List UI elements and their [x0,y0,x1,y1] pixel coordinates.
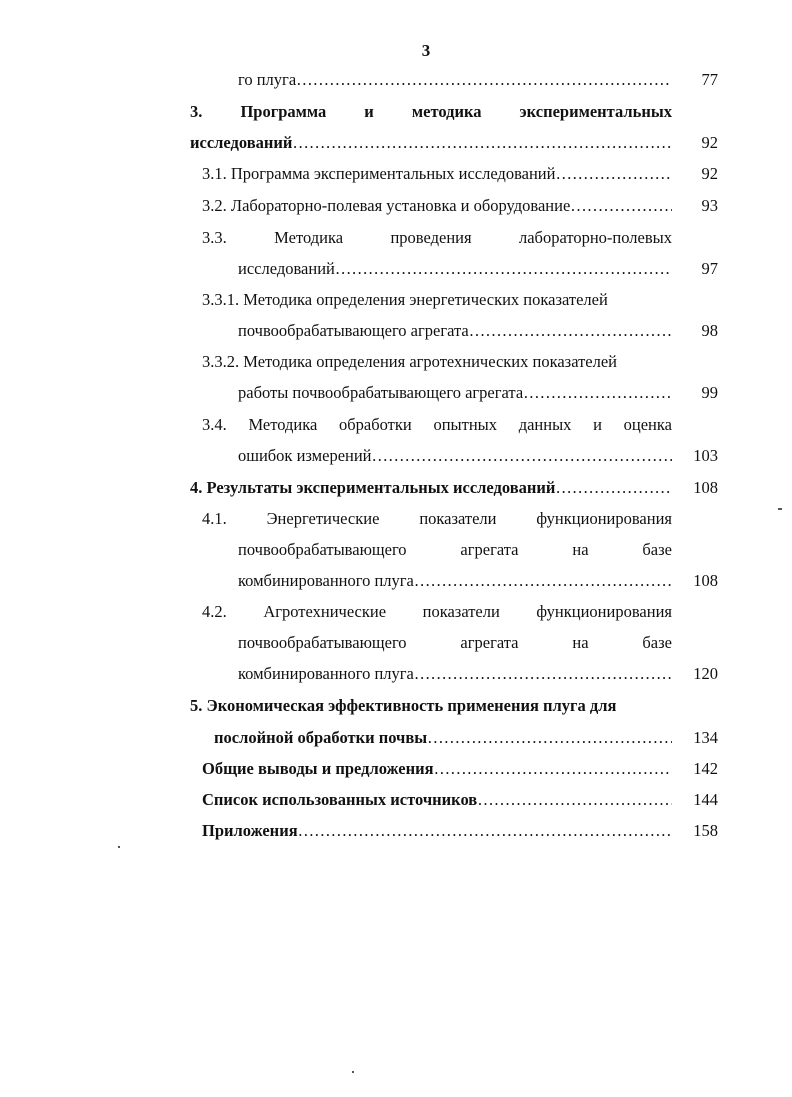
toc-word: 4.1. [202,509,227,528]
toc-word: оценка [623,415,672,434]
toc-word: почвообрабатывающего [238,540,407,559]
toc-entry-text: Приложения [202,821,298,840]
dot-leader [469,318,672,344]
toc-entry-3-3-continuation [238,256,672,282]
toc-entry-3-1 [202,161,672,187]
toc-entry-4-1-line-2 [238,537,672,563]
toc-word: лабораторно-полевых [519,228,672,247]
toc-page-number: 134 [693,728,718,747]
scan-speck [118,846,120,848]
toc-appendices [202,818,672,844]
toc-page-number: 120 [693,664,718,683]
toc-entry-3-4 [202,412,672,438]
toc-entry-text: 4. Результаты экспериментальных исследований [190,478,556,497]
toc-entry-4-2-line-3 [238,661,672,687]
toc-entry-text: комбинированного плуга [238,571,414,590]
dot-leader [555,475,672,501]
toc-entry-text: 3.1. Программа экспериментальных исследований [202,164,556,183]
toc-word: показатели [422,602,500,621]
toc-word: почвообрабатывающего [238,633,407,652]
toc-word: агрегата [460,633,519,652]
toc-word: агрегата [460,540,519,559]
toc-page-number: 99 [701,383,718,402]
dot-leader [298,818,672,844]
toc-entry-text: 3.2. Лабораторно-полевая установка и оборудование [202,196,571,215]
toc-conclusions [202,756,672,782]
dot-leader [414,661,672,687]
scan-speck [352,1071,354,1073]
toc-page-number: 93 [701,196,718,215]
toc-page-number: 158 [693,821,718,840]
toc-word: Методика [248,415,318,434]
toc-word: Энергетические [266,509,380,528]
toc-word: функционирования [536,509,672,528]
toc-word: функционирования [536,602,672,621]
dot-leader [555,161,672,187]
dot-leader [335,256,672,282]
toc-entry-text: ошибок измерений [238,446,372,465]
toc-page-number: 92 [701,133,718,152]
toc-entry-text: исследований [190,133,293,152]
toc-entry-4-2 [202,599,672,625]
toc-word: методика [411,102,482,121]
toc-entry-text: Общие выводы и предложения [202,759,434,778]
toc-entry-2-5-continuation [238,67,672,93]
toc-page-number: 103 [693,446,718,465]
toc-entry-4-1 [202,506,672,532]
toc-word: Агротехнические [263,602,387,621]
scan-speck [778,508,782,510]
toc-word: Программа [240,102,327,121]
toc-page-number: 108 [693,478,718,497]
dot-leader [570,193,672,219]
toc-word: и [593,415,602,434]
toc-word: 3.4. [202,415,227,434]
toc-entry-4-1-line-3 [238,568,672,594]
toc-chapter-3-heading-continuation [190,130,672,156]
toc-page-number: 142 [693,759,718,778]
dot-leader [296,67,672,93]
toc-word: 3. [190,102,203,121]
toc-page-number: 98 [701,321,718,340]
toc-page-number: 77 [701,70,718,89]
toc-chapter-3-heading [190,99,672,125]
toc-word: и [364,102,374,121]
toc-page-number: 108 [693,571,718,590]
toc-chapter-4-heading [190,475,672,501]
toc-entry-text: работы почвообрабатывающего агрегата [238,383,524,402]
toc-entry-3-3 [202,225,672,251]
toc-entry-3-2 [202,193,672,219]
toc-page-number: 92 [701,164,718,183]
toc-entry-3-4-continuation [238,443,672,469]
toc-entry-text: почвообрабатывающего агрегата [238,321,469,340]
page-number: 3 [421,41,431,60]
dot-leader [477,787,672,813]
toc-chapter-5-heading: 5. Экономическая эффективность применения плуга для [190,696,617,715]
toc-word: базе [642,633,672,652]
toc-word: показатели [419,509,497,528]
toc-entry-4-2-line-2 [238,630,672,656]
toc-entry-3-3-2-continuation [238,380,672,406]
toc-entry-text: Список использованных источников [202,790,478,809]
toc-word: обработки [339,415,412,434]
dot-leader [414,568,672,594]
toc-page-number: 97 [701,259,718,278]
toc-entry-text: исследований [238,259,335,278]
toc-word: данных [518,415,572,434]
toc-chapter-5-heading-continuation [214,725,672,751]
toc-word: 3.3. [202,228,227,247]
dot-leader [372,443,672,469]
toc-entry-text: послойной обработки почвы [214,728,428,747]
toc-word: базе [642,540,672,559]
toc-word: на [572,540,589,559]
dot-leader [523,380,672,406]
toc-word: экспериментальных [519,102,672,121]
toc-references [202,787,672,813]
dot-leader [434,756,672,782]
toc-entry-3-3-1-continuation [238,318,672,344]
toc-entry-text: комбинированного плуга [238,664,414,683]
toc-word: опытных [433,415,497,434]
toc-entry-text: го плуга [238,70,297,89]
toc-word: на [572,633,589,652]
toc-entry-3-3-1: 3.3.1. Методика определения энергетических показателей [202,290,608,309]
toc-word: проведения [390,228,472,247]
toc-word: 4.2. [202,602,227,621]
dot-leader [292,130,672,156]
toc-entry-3-3-2: 3.3.2. Методика определения агротехнических показателей [202,352,618,371]
toc-word: Методика [274,228,344,247]
toc-page-number: 144 [693,790,718,809]
dot-leader [427,725,672,751]
